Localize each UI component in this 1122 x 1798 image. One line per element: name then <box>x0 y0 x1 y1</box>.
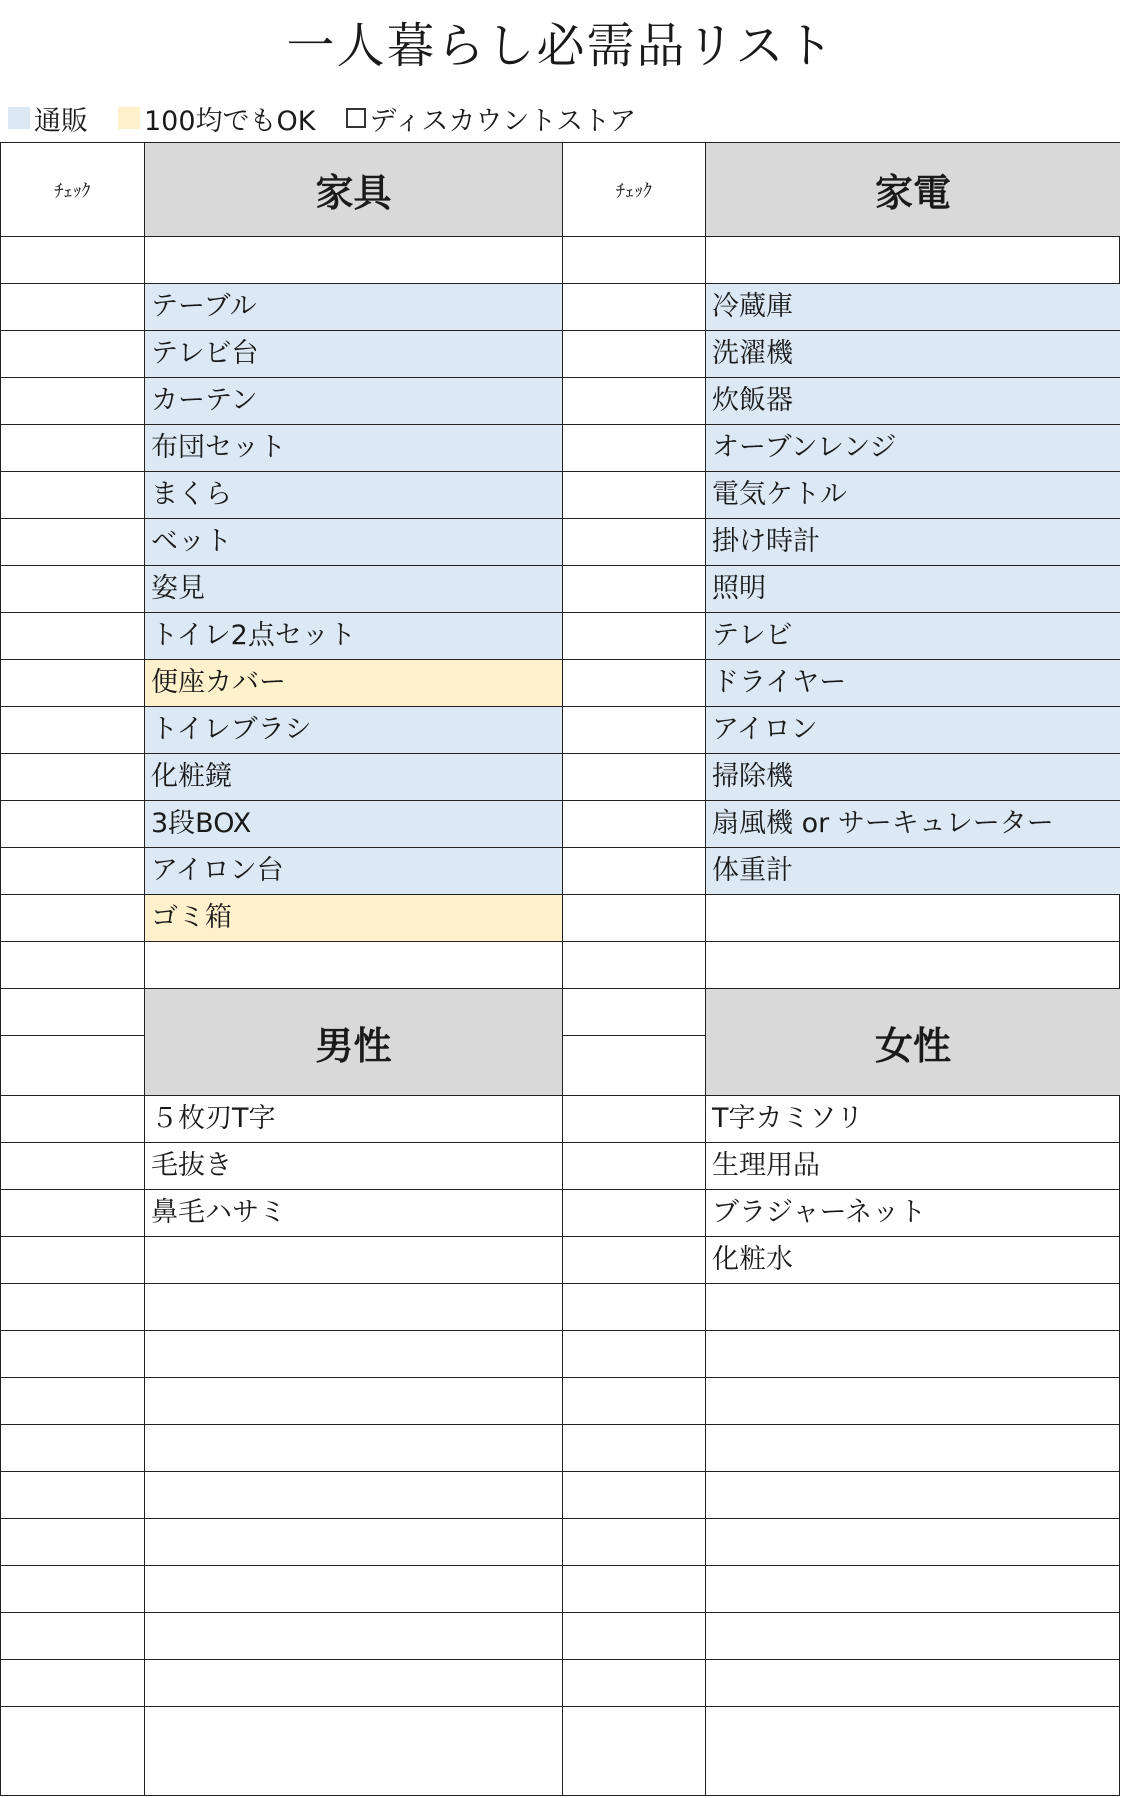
list-item <box>706 941 1120 988</box>
check-cell[interactable] <box>563 988 705 1035</box>
list-item: 冷蔵庫 <box>706 283 1120 330</box>
list-item <box>145 1518 562 1565</box>
legend-item-100yen <box>118 99 316 138</box>
check-cell[interactable] <box>1 518 144 565</box>
check-cell[interactable] <box>1 1706 144 1753</box>
check-cell[interactable] <box>1 659 144 706</box>
white-swatch-icon <box>346 108 366 128</box>
checklist-table <box>0 142 1120 1796</box>
check-cell[interactable] <box>563 283 705 330</box>
check-cell[interactable] <box>563 1095 705 1142</box>
check-cell[interactable] <box>1 1035 144 1095</box>
check-cell[interactable] <box>1 1283 144 1330</box>
check-cell[interactable] <box>563 894 705 941</box>
list-item: 掃除機 <box>706 753 1120 800</box>
color-legend <box>8 98 666 138</box>
check-cell[interactable] <box>563 471 705 518</box>
check-cell[interactable] <box>563 1189 705 1236</box>
legend-label: 通販 <box>34 105 88 137</box>
legend-label: ディスカウントストア <box>369 105 637 137</box>
check-cell[interactable] <box>1 565 144 612</box>
list-item: 電気ケトル <box>706 471 1120 518</box>
list-item <box>706 1377 1120 1424</box>
check-cell[interactable] <box>563 1565 705 1612</box>
list-item: 体重計 <box>706 847 1120 894</box>
list-item <box>706 1706 1120 1753</box>
list-item <box>145 941 562 988</box>
check-cell[interactable] <box>563 941 705 988</box>
list-item <box>706 1471 1120 1518</box>
check-cell[interactable] <box>1 1142 144 1189</box>
section-header-furniture: 家具 <box>145 143 562 236</box>
list-item <box>145 1565 562 1612</box>
list-item <box>706 236 1120 283</box>
check-cell[interactable] <box>563 1035 705 1095</box>
list-item: 鼻毛ハサミ <box>145 1189 562 1236</box>
section-header-appliances: 家電 <box>706 143 1120 236</box>
list-item <box>706 1612 1120 1659</box>
list-item: 毛抜き <box>145 1142 562 1189</box>
check-cell[interactable] <box>563 1377 705 1424</box>
check-cell[interactable] <box>1 471 144 518</box>
list-item: 炊飯器 <box>706 377 1120 424</box>
list-item: ドライヤー <box>706 659 1120 706</box>
list-item <box>706 1565 1120 1612</box>
list-item: アイロン台 <box>145 847 562 894</box>
list-item <box>706 1424 1120 1471</box>
check-cell[interactable] <box>1 1330 144 1377</box>
list-item: オーブンレンジ <box>706 424 1120 471</box>
list-item <box>145 1471 562 1518</box>
check-cell[interactable] <box>563 330 705 377</box>
check-header: ﾁｪｯｸ <box>616 180 652 202</box>
list-item <box>145 1659 562 1706</box>
list-item <box>706 1283 1120 1330</box>
list-item: 照明 <box>706 565 1120 612</box>
check-cell[interactable] <box>1 1189 144 1236</box>
check-cell[interactable] <box>563 1659 705 1706</box>
check-cell[interactable] <box>563 800 705 847</box>
list-item <box>145 1377 562 1424</box>
list-item <box>706 1659 1120 1706</box>
check-cell[interactable] <box>563 753 705 800</box>
list-item: 便座カバー <box>145 659 562 706</box>
list-item <box>145 236 562 283</box>
list-item: 姿見 <box>145 565 562 612</box>
check-cell[interactable] <box>1 1236 144 1283</box>
legend-item-mail-order <box>8 99 88 138</box>
check-header: ﾁｪｯｸ <box>54 180 91 202</box>
list-item: 化粧鏡 <box>145 753 562 800</box>
check-cell[interactable] <box>563 565 705 612</box>
check-cell[interactable] <box>1 1377 144 1424</box>
yellow-swatch-icon <box>118 107 140 129</box>
list-item <box>706 1518 1120 1565</box>
check-cell[interactable] <box>563 1612 705 1659</box>
list-item: T字カミソリ <box>706 1095 1120 1142</box>
list-item: トイレブラシ <box>145 706 562 753</box>
blue-swatch-icon <box>8 107 30 129</box>
check-cell[interactable] <box>1 1471 144 1518</box>
section-header-female: 女性 <box>706 988 1120 1095</box>
check-cell[interactable] <box>563 659 705 706</box>
check-cell[interactable] <box>1 1565 144 1612</box>
list-item: テレビ <box>706 612 1120 659</box>
check-cell[interactable] <box>563 1471 705 1518</box>
list-item <box>145 1424 562 1471</box>
legend-label: 100均でもOK <box>144 105 316 137</box>
check-cell[interactable] <box>1 1518 144 1565</box>
check-cell[interactable] <box>563 1518 705 1565</box>
check-cell[interactable] <box>563 1706 705 1753</box>
check-cell[interactable] <box>1 894 144 941</box>
list-item <box>145 1236 562 1283</box>
legend-item-discount-store <box>346 99 637 138</box>
list-item: テーブル <box>145 283 562 330</box>
check-cell[interactable] <box>1 377 144 424</box>
check-cell[interactable] <box>1 1659 144 1706</box>
page-title: 一人暮らし必需品リスト <box>286 18 836 74</box>
list-item: ５枚刃T字 <box>145 1095 562 1142</box>
check-cell[interactable] <box>563 612 705 659</box>
check-cell[interactable] <box>1 753 144 800</box>
list-item <box>706 894 1120 941</box>
check-cell[interactable] <box>1 706 144 753</box>
check-cell[interactable] <box>1 941 144 988</box>
list-item <box>145 1283 562 1330</box>
check-cell[interactable] <box>1 1095 144 1142</box>
check-cell[interactable] <box>563 1283 705 1330</box>
check-cell[interactable] <box>1 612 144 659</box>
check-cell[interactable] <box>1 1612 144 1659</box>
list-item: ベット <box>145 518 562 565</box>
check-cell[interactable] <box>563 706 705 753</box>
check-cell[interactable] <box>563 1330 705 1377</box>
list-item: アイロン <box>706 706 1120 753</box>
list-item: テレビ台 <box>145 330 562 377</box>
check-cell[interactable] <box>563 377 705 424</box>
list-item: まくら <box>145 471 562 518</box>
list-item <box>145 1612 562 1659</box>
check-cell[interactable] <box>563 236 705 283</box>
check-cell[interactable] <box>1 236 144 283</box>
check-cell[interactable] <box>1 283 144 330</box>
list-item: 化粧水 <box>706 1236 1120 1283</box>
check-cell[interactable] <box>1 330 144 377</box>
check-cell[interactable] <box>1 847 144 894</box>
list-item: 3段BOX <box>145 800 562 847</box>
list-item: ゴミ箱 <box>145 894 562 941</box>
list-item: 生理用品 <box>706 1142 1120 1189</box>
list-item: ブラジャーネット <box>706 1189 1120 1236</box>
check-cell[interactable] <box>1 424 144 471</box>
check-cell[interactable] <box>1 800 144 847</box>
check-cell[interactable] <box>563 424 705 471</box>
list-item <box>145 1706 562 1753</box>
check-cell[interactable] <box>563 1236 705 1283</box>
check-cell[interactable] <box>1 988 144 1035</box>
check-cell[interactable] <box>563 1142 705 1189</box>
list-item: 掛け時計 <box>706 518 1120 565</box>
list-item: 扇風機 or サーキュレーター <box>706 800 1120 847</box>
section-header-male: 男性 <box>145 988 562 1095</box>
list-item: 洗濯機 <box>706 330 1120 377</box>
list-item <box>706 1330 1120 1377</box>
check-cell[interactable] <box>1 1424 144 1471</box>
list-item: カーテン <box>145 377 562 424</box>
list-item: トイレ2点セット <box>145 612 562 659</box>
check-cell[interactable] <box>563 1424 705 1471</box>
list-item <box>145 1330 562 1377</box>
check-cell[interactable] <box>563 847 705 894</box>
check-cell[interactable] <box>563 518 705 565</box>
list-item: 布団セット <box>145 424 562 471</box>
